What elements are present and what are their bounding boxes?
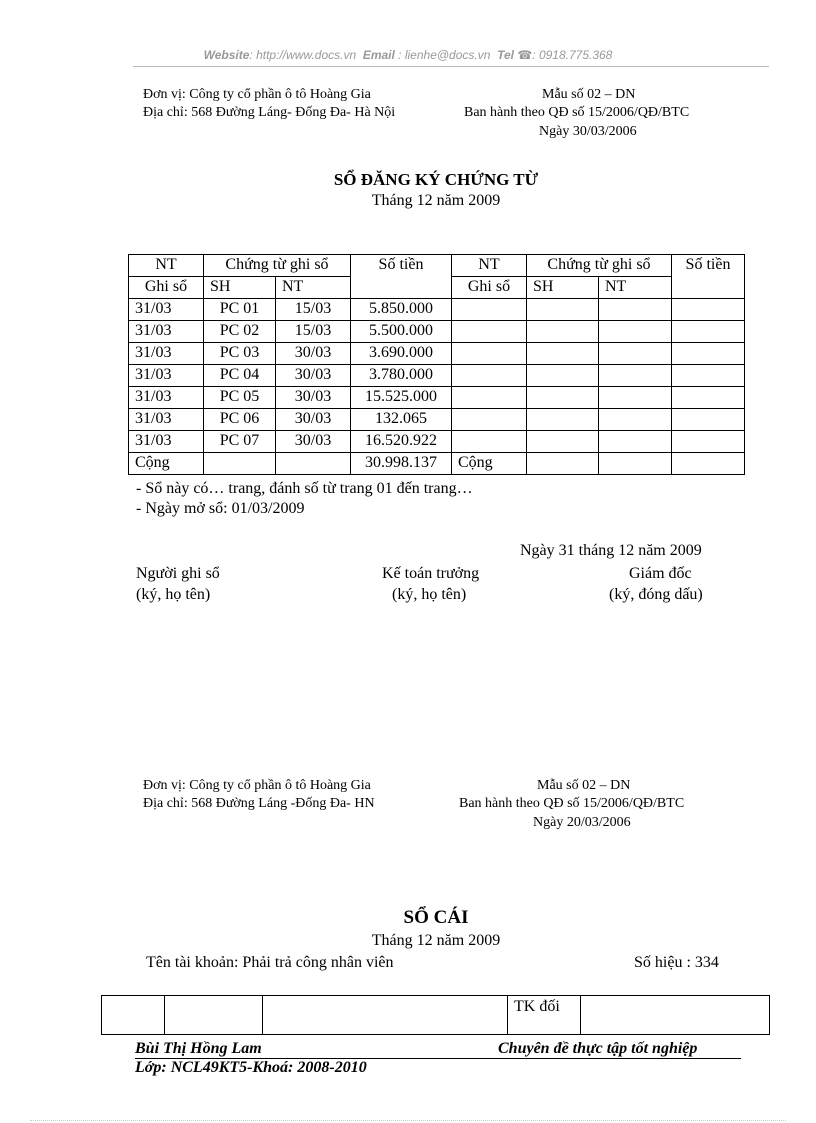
cell-sh: PC 05 <box>204 387 276 409</box>
col-sotien-right: Số tiền <box>672 255 745 299</box>
cell-date: 15/03 <box>276 321 351 343</box>
cell-sh: PC 04 <box>204 365 276 387</box>
cell-nt: 31/03 <box>129 409 204 431</box>
tel-label: Tel <box>497 48 514 62</box>
email-value[interactable]: : lienhe@docs.vn <box>398 48 491 62</box>
total-label: Cộng <box>129 453 204 475</box>
col-nt: NT <box>129 255 204 277</box>
doc2-issued-date: Ngày 20/03/2006 <box>533 815 631 830</box>
website-label: Website <box>203 48 250 62</box>
col-nt2-right: NT <box>599 277 672 299</box>
doc1-title: SỔ ĐĂNG KÝ CHỨNG TỪ <box>333 170 539 189</box>
sign2-sub: (ký, họ tên) <box>392 586 467 603</box>
table-total-row <box>129 453 745 475</box>
footer-topic: Chuyên đề thực tập tốt nghiệp <box>498 1040 698 1057</box>
table-row <box>129 299 745 321</box>
phone-icon: ☎ <box>517 48 533 62</box>
table-row <box>129 387 745 409</box>
col-ghiso-right: Ghi sổ <box>452 277 527 299</box>
sign3-title: Giám đốc <box>629 565 692 582</box>
cell-date: 30/03 <box>276 431 351 453</box>
cell-date: 30/03 <box>276 409 351 431</box>
sign1-title: Người ghi sổ <box>136 565 220 582</box>
cell-nt: 31/03 <box>129 387 204 409</box>
cell-sh: PC 07 <box>204 431 276 453</box>
cell-date: 30/03 <box>276 365 351 387</box>
cell-sh: PC 03 <box>204 343 276 365</box>
cell-amount: 15.525.000 <box>351 387 452 409</box>
col-sh-right: SH <box>527 277 599 299</box>
total-label-right: Cộng <box>452 453 527 475</box>
cell-date: 15/03 <box>276 299 351 321</box>
col-sh: SH <box>204 277 276 299</box>
website-value[interactable]: : http://www.docs.vn <box>249 48 357 62</box>
page-bottom-border <box>30 1120 786 1121</box>
ledger-table <box>101 995 770 1035</box>
cell-nt: 31/03 <box>129 343 204 365</box>
cell-sh: PC 01 <box>204 299 276 321</box>
doc2-issued: Ban hành theo QĐ số 15/2006/QĐ/BTC <box>459 796 685 811</box>
doc2-form-no: Mẫu số 02 – DN <box>537 778 631 793</box>
doc2-period: Tháng 12 năm 2009 <box>371 932 501 949</box>
ledger-col-2 <box>165 996 263 1035</box>
cell-amount: 5.500.000 <box>351 321 452 343</box>
cell-nt: 31/03 <box>129 299 204 321</box>
doc1-address: Địa chỉ: 568 Đường Láng- Đống Đa- Hà Nội <box>143 105 396 120</box>
cell-amount: 3.780.000 <box>351 365 452 387</box>
table-row <box>129 343 745 365</box>
cell-amount: 5.850.000 <box>351 299 452 321</box>
col-nt-right: NT <box>452 255 527 277</box>
cell-sh: PC 02 <box>204 321 276 343</box>
sign1-sub: (ký, họ tên) <box>136 586 211 603</box>
doc1-form-no: Mẫu số 02 – DN <box>542 87 636 102</box>
table-row <box>129 365 745 387</box>
doc1-issued: Ban hành theo QĐ số 15/2006/QĐ/BTC <box>464 105 690 120</box>
col-nt2: NT <box>276 277 351 299</box>
cell-amount: 3.690.000 <box>351 343 452 365</box>
email-label: Email <box>362 48 395 62</box>
header-divider <box>133 66 769 67</box>
cell-nt: 31/03 <box>129 365 204 387</box>
site-header <box>0 48 816 62</box>
cell-date: 30/03 <box>276 387 351 409</box>
col-chungtu-right: Chứng từ ghi sổ <box>527 255 672 277</box>
table-row <box>129 409 745 431</box>
sign3-sub: (ký, đóng dấu) <box>609 586 703 603</box>
col-sotien: Số tiền <box>351 255 452 299</box>
table-row <box>129 431 745 453</box>
doc2-unit: Đơn vị: Công ty cổ phần ô tô Hoàng Gia <box>143 778 371 793</box>
col-ghiso: Ghi sổ <box>129 277 204 299</box>
footer-author: Bùi Thị Hồng Lam <box>135 1040 262 1057</box>
register-table <box>128 254 745 475</box>
ledger-col-3 <box>263 996 508 1035</box>
col-chungtu: Chứng từ ghi sổ <box>204 255 351 277</box>
ledger-col-tkdoi: TK đối <box>508 996 581 1035</box>
cell-date: 30/03 <box>276 343 351 365</box>
cell-nt: 31/03 <box>129 431 204 453</box>
footer-class: Lớp: NCL49KT5-Khoá: 2008-2010 <box>135 1059 367 1076</box>
doc2-account-no: Số hiệu : 334 <box>634 954 719 971</box>
note-pages: - Sổ này có… trang, đánh số từ trang 01 đến trang… <box>136 480 473 497</box>
ledger-col-1 <box>102 996 165 1035</box>
cell-sh: PC 06 <box>204 409 276 431</box>
doc1-unit: Đơn vị: Công ty cổ phần ô tô Hoàng Gia <box>143 87 371 102</box>
doc2-address: Địa chỉ: 568 Đường Láng -Đống Đa- HN <box>143 796 375 811</box>
tel-value: : 0918.775.368 <box>532 48 613 62</box>
doc1-period: Tháng 12 năm 2009 <box>371 192 501 209</box>
cell-amount: 132.065 <box>351 409 452 431</box>
table-row <box>129 321 745 343</box>
doc2-title: SỔ CÁI <box>403 907 469 928</box>
sign-date: Ngày 31 tháng 12 năm 2009 <box>520 542 702 559</box>
cell-nt: 31/03 <box>129 321 204 343</box>
total-amount: 30.998.137 <box>351 453 452 475</box>
doc2-account: Tên tài khoản: Phải trả công nhân viên <box>146 954 394 971</box>
doc1-issued-date: Ngày 30/03/2006 <box>539 124 637 139</box>
note-open-date: - Ngày mở sổ: 01/03/2009 <box>136 500 305 517</box>
ledger-col-5 <box>581 996 770 1035</box>
sign2-title: Kế toán trưởng <box>382 565 480 582</box>
cell-amount: 16.520.922 <box>351 431 452 453</box>
